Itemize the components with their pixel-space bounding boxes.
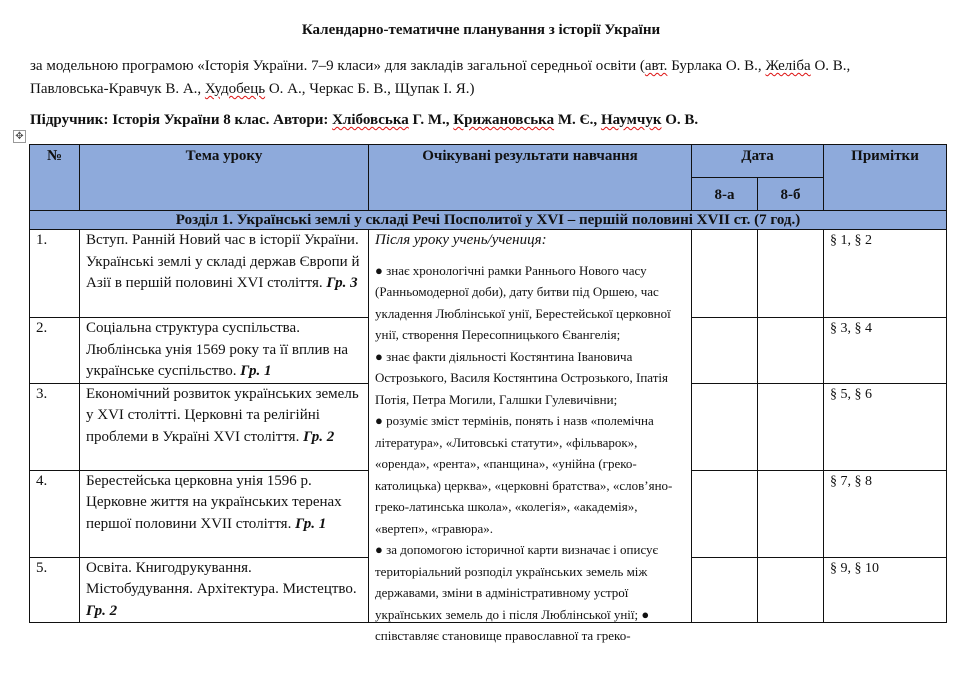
row-number: 3. xyxy=(30,383,80,470)
row-date-8b[interactable] xyxy=(758,318,824,384)
row-date-8a[interactable] xyxy=(692,470,758,557)
row-topic xyxy=(80,230,369,318)
group-label: Гр. 1 xyxy=(295,515,327,532)
row-date-8a[interactable] xyxy=(692,557,758,623)
header-date-8a: 8-а xyxy=(692,178,758,211)
header-outcomes: Очікувані результати навчання xyxy=(369,145,692,211)
row-date-8b[interactable] xyxy=(758,230,824,318)
table-row xyxy=(30,230,947,318)
header-date: Дата xyxy=(692,145,824,178)
row-topic xyxy=(80,557,369,623)
row-notes: § 7, § 8 xyxy=(824,470,947,557)
plan-table xyxy=(29,144,947,643)
program-text-2b: О. А., Черкас Б. В., Щупак І. Я.) xyxy=(265,81,475,97)
group-label: Гр. 1 xyxy=(240,363,272,379)
textbook-sep-1: Г. М., xyxy=(408,112,454,128)
textbook-author-3: Наумчук xyxy=(600,112,662,128)
row-date-8a[interactable] xyxy=(692,230,758,318)
row-date-8b[interactable] xyxy=(758,383,824,470)
topic-text: Економічний розвиток українських земель у XVI столітті. Церковні та релігійні проблеми в Україні XVI століття. xyxy=(86,385,359,445)
group-label: Гр. 3 xyxy=(326,275,358,291)
row-date-8b[interactable] xyxy=(758,470,824,557)
outcome-item: ● знає хронологічні рамки Раннього Нового часу (Ранньомодерної доби), дату битви під Оршею, час укладення Люблінської унії, Берестейської церковної унії, створення Пересопницького Євангелія; xyxy=(375,262,671,342)
program-author-khudobets: Худобець xyxy=(204,81,266,97)
textbook-author-1: Хлібовська xyxy=(332,112,409,128)
row-number: 5. xyxy=(30,557,80,623)
table-move-handle-icon[interactable]: ✥ xyxy=(13,130,26,143)
header-number: № xyxy=(30,145,80,211)
row-notes: § 9, § 10 xyxy=(824,557,947,623)
row-date-8a[interactable] xyxy=(692,318,758,384)
textbook-prefix: Підручник: Історія України 8 клас. Автори: xyxy=(30,112,333,128)
program-author-zheliba: Желіба xyxy=(765,58,811,74)
program-abbr: авт. xyxy=(644,58,668,74)
program-text-1c: О. В., xyxy=(810,58,851,74)
row-date-8b[interactable] xyxy=(758,557,824,623)
textbook-sep-3: О. В. xyxy=(661,112,699,128)
program-text-1b: Бурлака О. В., xyxy=(667,58,766,74)
textbook-sep-2: М. Є., xyxy=(554,112,601,128)
header-row xyxy=(30,145,947,178)
group-label: Гр. 2 xyxy=(303,428,335,445)
row-number: 4. xyxy=(30,470,80,557)
header-topic: Тема уроку xyxy=(80,145,369,211)
outcomes-intro: Після уроку учень/учениця: xyxy=(375,232,547,248)
outcomes-content xyxy=(375,230,685,643)
row-topic xyxy=(80,383,369,470)
row-notes: § 3, § 4 xyxy=(824,318,947,384)
program-paragraph xyxy=(30,55,950,101)
topic-text: Освіта. Книгодрукування. Містобудування. Архітектура. Мистецтво. xyxy=(86,559,357,597)
row-topic xyxy=(80,470,369,557)
row-date-8a[interactable] xyxy=(692,383,758,470)
outcome-item: ● знає факти діяльності Костянтина Івановича Острозького, Василя Костянтина Острозького, Іпатія Потія, Петра Могили, Галшки Гулевичівни; xyxy=(375,348,669,407)
topic-text: Берестейська церковна унія 1596 р. Церковне життя на українських теренах першої половини XVII століття. xyxy=(86,472,342,532)
program-text-2a: Павловська-Кравчук В. А., xyxy=(30,81,205,97)
row-number: 2. xyxy=(30,318,80,384)
row-notes: § 1, § 2 xyxy=(824,230,947,318)
document-title: Календарно-тематичне планування з історії України xyxy=(301,22,661,38)
outcome-item: ● розуміє зміст термінів, понять і назв «полемічна література», «Литовські статути», «фільварок», «оренда», «рента», «панщина», «унійна (греко-католицька) церква», «церковні братства», «слов’яно-греко-латинська школа», «колегія», «академія», «вертеп», «гравюра». xyxy=(375,413,673,536)
topic-text: Вступ. Ранній Новий час в історії України. Українські землі у складі держав Європи й Азії в першій половині XVI століття. xyxy=(86,232,360,291)
section-title: Розділ 1. Українські землі у складі Речі Посполитої у XVI – першій половині XVII ст. (7 год.) xyxy=(30,211,947,230)
row-topic xyxy=(80,318,369,384)
textbook-line xyxy=(30,110,950,130)
section-row xyxy=(30,211,947,230)
header-date-8b: 8-б xyxy=(758,178,824,211)
row-number: 1. xyxy=(30,230,80,318)
program-text-1: за модельною програмою «Історія України. 7–9 класи» для закладів загальної середньої освіти ( xyxy=(30,58,645,74)
topic-text: Соціальна структура суспільства. Люблінська унія 1569 року та її вплив на українське суспільство. xyxy=(86,320,349,379)
group-label: Гр. 2 xyxy=(86,602,118,619)
header-notes: Примітки xyxy=(824,145,947,211)
outcome-item: ● за допомогою історичної карти визначає і описує територіальний розподіл українських земель між державами, зміни в адміністративному устрої українських земель до і після Люблінської унії; ● співставляє становище православної та греко- xyxy=(375,542,659,643)
textbook-author-2: Крижановська xyxy=(453,112,555,128)
row-notes: § 5, § 6 xyxy=(824,383,947,470)
outcomes-cell xyxy=(369,230,692,643)
